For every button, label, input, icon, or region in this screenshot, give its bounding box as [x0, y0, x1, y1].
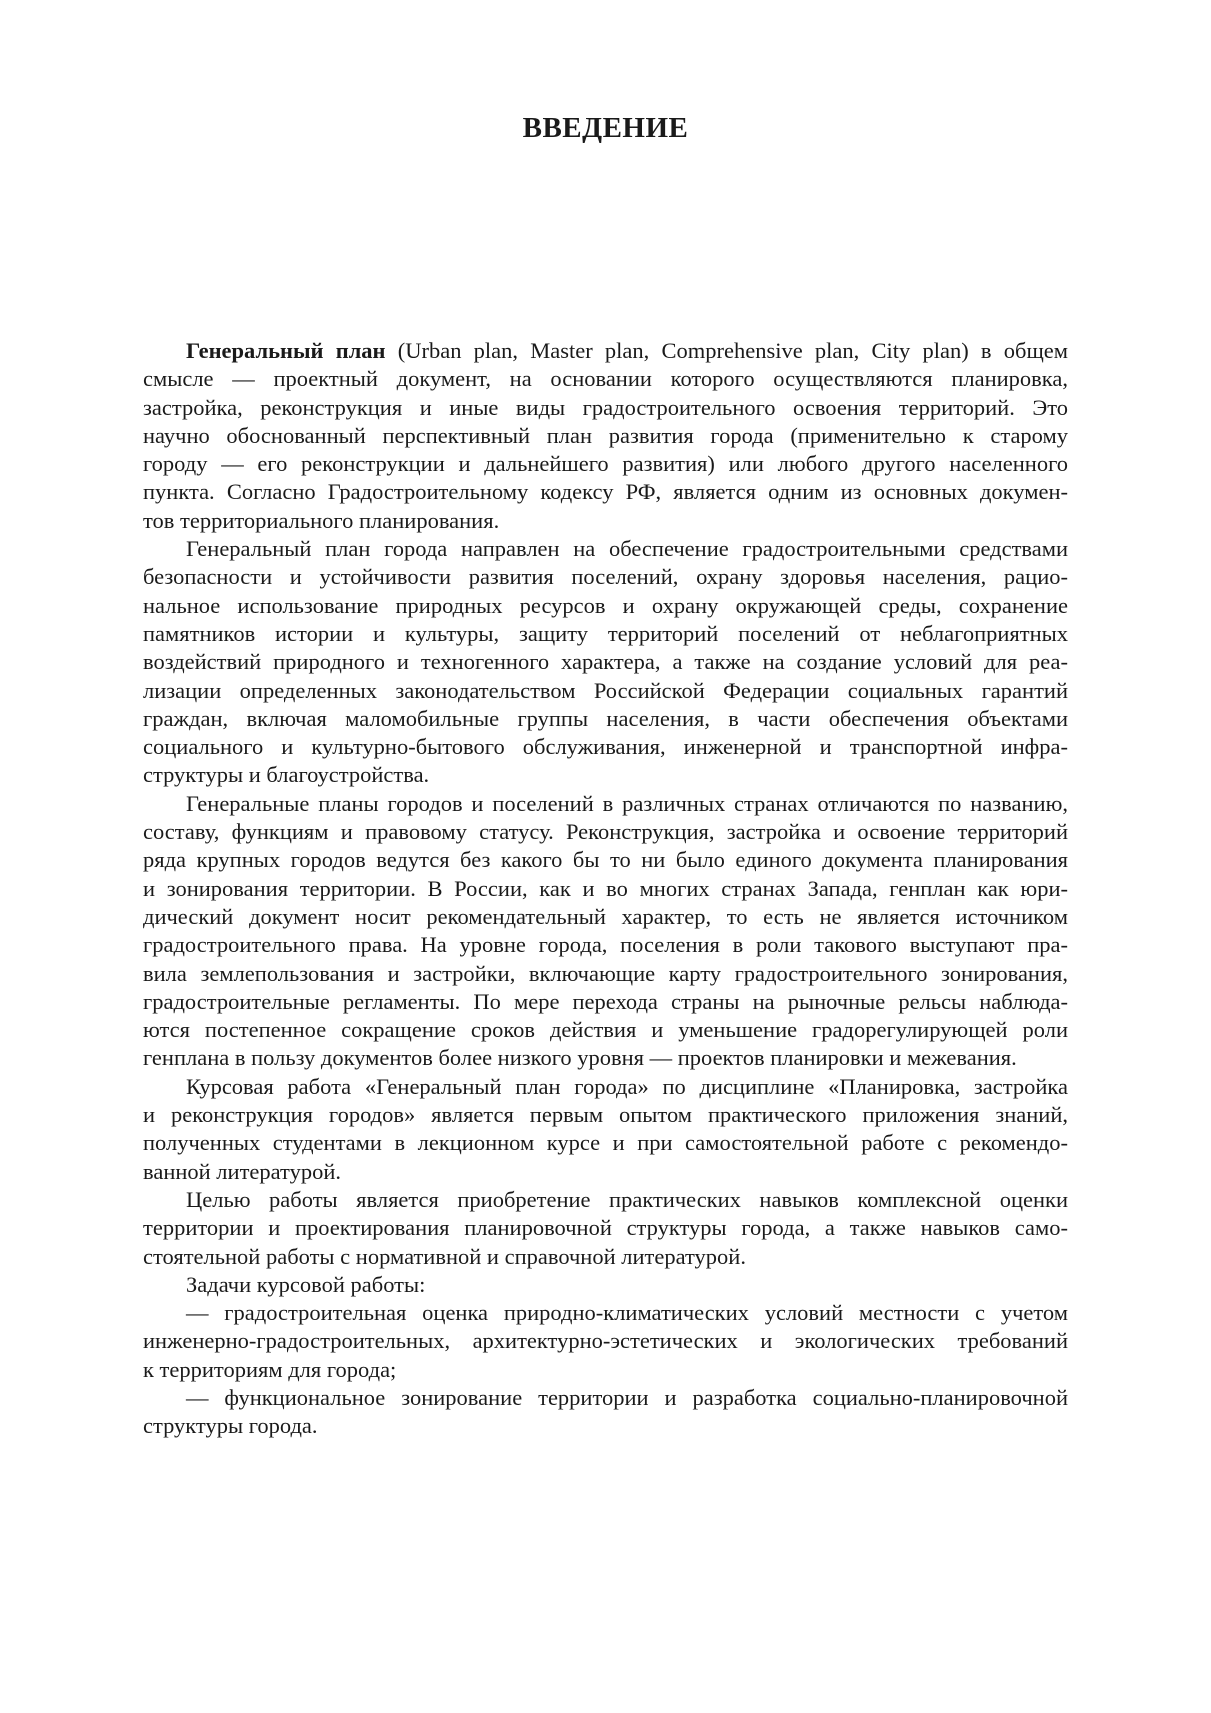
- text-line: структуры и благоустройства.: [143, 762, 430, 788]
- text-line: Курсовая работа «Генеральный план города» по дисциплине «Планировка, застройка: [186, 1073, 1068, 1099]
- text-line: Целью работы является приобретение практических навыков комплексной оценки: [186, 1186, 1068, 1212]
- text-line: стоятельной работы с нормативной и справочной литературой.: [143, 1243, 746, 1269]
- text-line: граждан, включая маломобильные группы населения, в части обеспечения объектами: [143, 705, 1068, 731]
- paragraph: [143, 1271, 1068, 1299]
- text-line: Генеральный план города направлен на обеспечение градостроительными средствами: [186, 536, 1068, 562]
- paragraph: [143, 535, 1068, 790]
- text-line: ряда крупных городов ведутся без какого бы то ни было единого документа планирования: [143, 847, 1068, 873]
- text-line: социального и культурно-бытового обслуживания, инженерной и транспортной инфра-: [143, 734, 1068, 760]
- text-line: градостроительного права. На уровне города, поселения в роли такового выступают пра-: [143, 932, 1068, 958]
- text-line: памятников истории и культуры, защиту территорий поселений от неблагоприятных: [143, 620, 1068, 646]
- text-line: и зонирования территории. В России, как и во многих странах Запада, генплан как юри-: [143, 875, 1068, 901]
- text-line: научно обоснованный перспективный план развития города (применительно к старому: [143, 422, 1068, 448]
- paragraph: [143, 1186, 1068, 1271]
- text-line: нальное использование природных ресурсов и охрану окружающей среды, сохранение: [143, 592, 1068, 618]
- text-line: ются постепенное сокращение сроков действия и уменьшение градорегулирующей роли: [143, 1017, 1068, 1043]
- text-line: лизации определенных законодательством Российской Федерации социальных гарантий: [143, 677, 1068, 703]
- text-line: к территориям для города;: [143, 1356, 397, 1382]
- text-line: структуры города.: [143, 1413, 318, 1439]
- text-line: воздействий природного и техногенного характера, а также на создание условий для реа-: [143, 649, 1068, 675]
- line-text: (Urban plan, Master plan, Comprehensive plan, City plan) в общем: [385, 338, 1068, 363]
- text-line: составу, функциям и правовому статусу. Реконструкция, застройка и освоение территорий: [143, 819, 1068, 845]
- paragraph: [143, 1384, 1068, 1441]
- text-line: пункта. Согласно Градостроительному кодексу РФ, является одним из основных докумен-: [143, 479, 1068, 505]
- paragraph: [143, 790, 1068, 1073]
- text-line: городу — его реконструкции и дальнейшего развития) или любого другого населенного: [143, 451, 1068, 477]
- text-line: застройка, реконструкция и иные виды градостроительного освоения территорий. Это: [143, 394, 1068, 420]
- text-line: — функциональное зонирование территории и разработка социально-планировочной: [186, 1384, 1068, 1410]
- text-line: Генеральные планы городов и поселений в различных странах отличаются по названию,: [186, 790, 1068, 816]
- text-line: безопасности и устойчивости развития поселений, охрану здоровья населения, рацио-: [143, 564, 1068, 590]
- lead-term: Генеральный план: [186, 338, 386, 363]
- paragraph: [143, 1299, 1068, 1384]
- text-line: инженерно-градостроительных, архитектурно-эстетических и экологических требований: [143, 1328, 1068, 1354]
- text-line: генплана в пользу документов более низкого уровня — проектов планировки и межевания.: [143, 1045, 1017, 1071]
- text-line: дический документ носит рекомендательный характер, то есть не является источником: [143, 903, 1068, 929]
- page-title: ВВЕДЕНИЕ: [522, 112, 689, 144]
- text-line: тов территориального планирования.: [143, 507, 500, 533]
- document-body: [143, 337, 1068, 1441]
- text-line: территории и проектирования планировочной структуры города, а также навыков само-: [143, 1215, 1068, 1241]
- text-line: — градостроительная оценка природно-климатических условий местности с учетом: [186, 1300, 1068, 1326]
- text-line: и реконструкция городов» является первым опытом практического приложения знаний,: [143, 1102, 1068, 1128]
- paragraph: [143, 337, 1068, 535]
- text-line: Задачи курсовой работы:: [186, 1271, 426, 1297]
- paragraph: [143, 1073, 1068, 1186]
- text-line: градостроительные регламенты. По мере перехода страны на рыночные рельсы наблюда-: [143, 988, 1068, 1014]
- text-line: [143, 337, 1068, 365]
- text-line: ванной литературой.: [143, 1158, 342, 1184]
- text-line: смысле — проектный документ, на основании которого осуществляются планировка,: [143, 366, 1068, 392]
- text-line: вила землепользования и застройки, включающие карту градостроительного зонирования,: [143, 960, 1068, 986]
- text-line: полученных студентами в лекционном курсе и при самостоятельной работе с рекомендо-: [143, 1130, 1068, 1156]
